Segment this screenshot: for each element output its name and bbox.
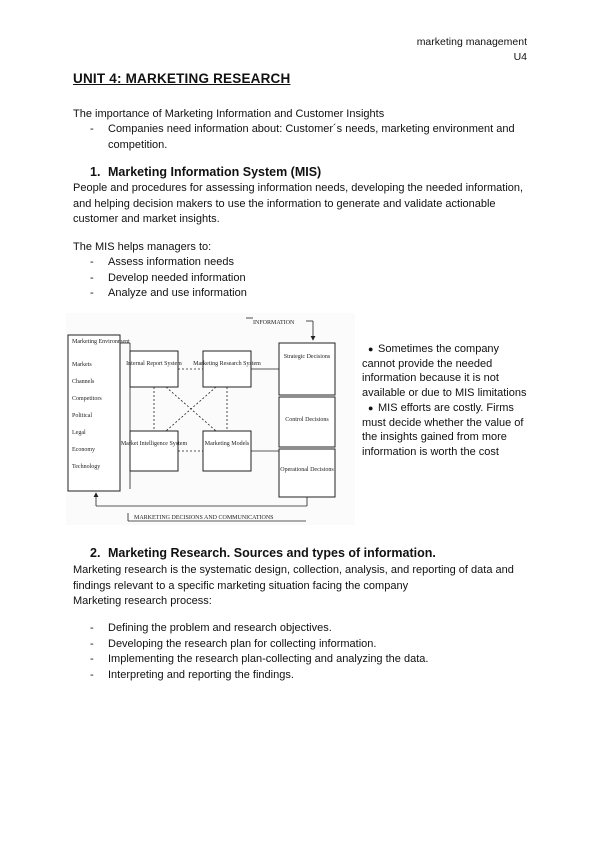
decision-box-label: Operational Decisions [280,467,334,473]
list-item: - Interpreting and reporting the findings. [90,668,530,684]
center-box-label: Marketing Models [204,441,250,447]
bullet-dot: ● [368,344,374,354]
center-box-label: Market Intelligence System [120,441,188,447]
center-box-label: Marketing Research System [193,361,261,367]
mis-diagram [66,313,355,525]
list-item: - Assess information needs [90,255,530,271]
process-steps [90,621,530,683]
marketing-research-box [203,351,251,387]
section-2-title: Marketing Research. Sources and types of information. [108,546,436,560]
diagram-information-label: INFORMATION [253,320,295,326]
center-box-label: Internal Report System [126,361,182,367]
header-unit: U4 [513,51,527,63]
decision-box-label: Control Decisions [285,417,329,423]
intro-bullet: - Companies need information about: Customer´s needs, marketing environment and competition. [90,122,530,153]
process-intro: Marketing research process: [73,595,212,607]
market-intelligence-box [130,431,178,471]
marketing-models-box [203,431,251,471]
side-note: ● Sometimes the company cannot provide the needed information because it is not available or due to MIS limitations [362,343,527,400]
decision-box-label: Strategic Decisions [283,354,331,360]
env-item: Technology [72,464,101,470]
section-1-title: Marketing Information System (MIS) [108,165,322,179]
env-item: Marketing Environment [72,339,130,345]
section-2-definition: Marketing research is the systematic design, collection, analysis, and reporting of data and findings relevant to a specific marketing situation facing the company [73,564,514,592]
env-item: Competitors [72,396,102,402]
section-1-heading [90,165,321,179]
internal-report-box [130,351,178,387]
intro-list [90,122,530,153]
env-item: Channels [72,379,95,385]
section-1-number: 1. [90,165,101,179]
section-2-number: 2. [90,546,101,560]
env-item: Political [72,413,92,419]
side-note: ● MIS efforts are costly. Firms must decide whether the value of the insights gained from more information is worth the cost [362,401,524,458]
diagram-bottom-label: MARKETING DECISIONS AND COMMUNICATIONS [134,515,274,521]
list-item: - Defining the problem and research objectives. [90,621,530,637]
env-item: Markets [72,362,92,368]
mis-diagram-svg [66,313,355,525]
section-1-definition: People and procedures for assessing information needs, developing the needed information, and helping decision makers to use the information to generate and validate actionable customer and market insights. [73,182,524,225]
operational-decisions-box [279,449,335,497]
bullet-dot: ● [368,402,374,413]
list-item: - Develop needed information [90,271,530,287]
env-item: Legal [72,430,86,436]
mis-helps-list [90,255,530,302]
list-item: - Implementing the research plan-collecting and analyzing the data. [90,652,530,668]
header-course: marketing management [416,36,527,48]
env-item: Economy [72,447,95,453]
mis-helps-intro: The MIS helps managers to: [73,241,212,253]
section-2-heading [90,546,436,560]
page-title: UNIT 4: MARKETING RESEARCH [73,71,291,86]
list-item: - Developing the research plan for collecting information. [90,637,530,653]
list-item: - Analyze and use information [90,286,530,302]
strategic-decisions-box [279,343,335,395]
intro-text: The importance of Marketing Information and Customer Insights [73,108,385,120]
side-notes [362,342,527,460]
